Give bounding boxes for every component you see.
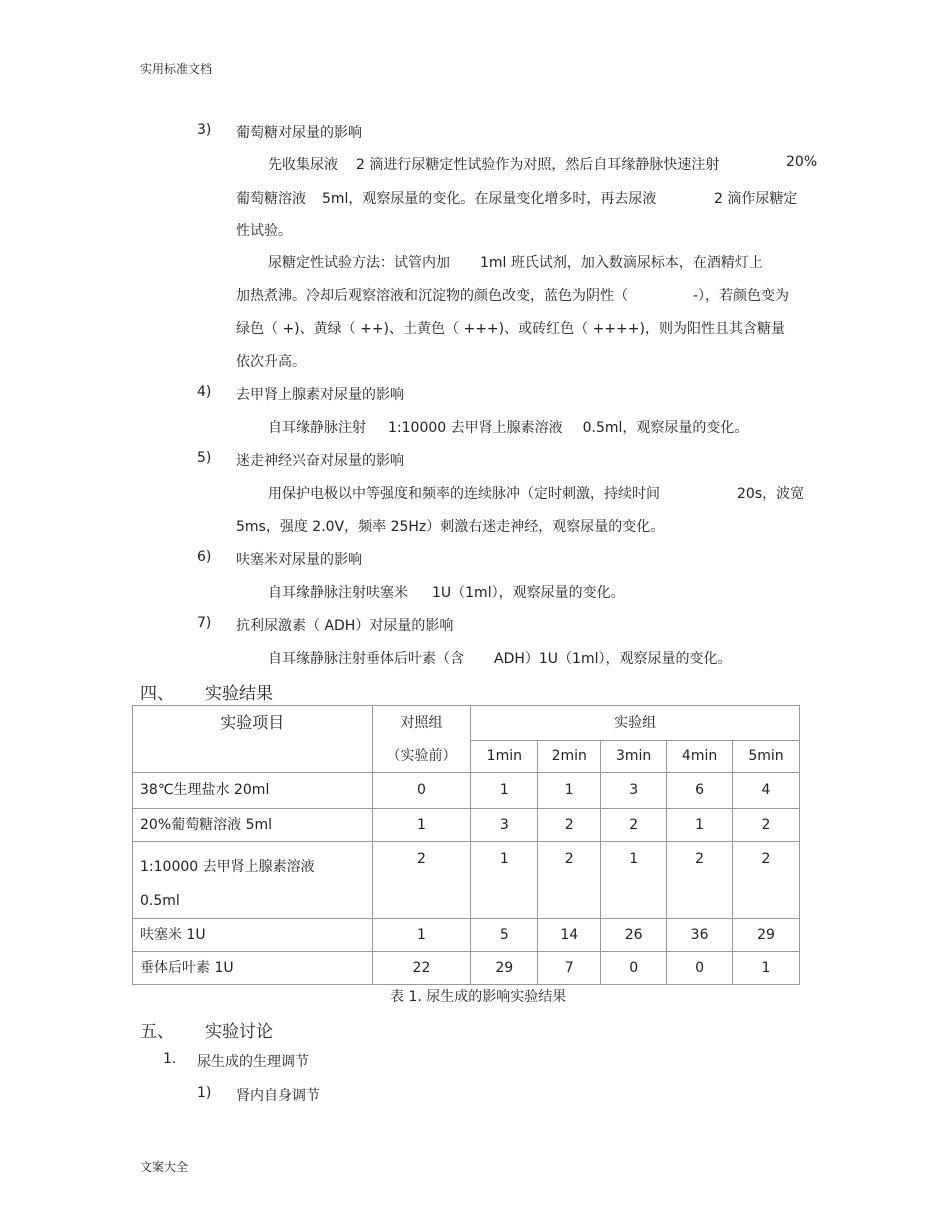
cell: 1 (372, 809, 471, 842)
cell: 1 (733, 952, 800, 985)
cell: 2 (538, 842, 601, 919)
paragraph-line: 自耳缘静脉注射呋塞米 1U（1ml），观察尿量的变化。 (268, 585, 625, 601)
cell: 29 (733, 919, 800, 952)
table-row (133, 773, 800, 809)
paragraph-line: 加热煮沸。冷却后观察溶液和沉淀物的颜色改变，蓝色为阴性（ (236, 288, 628, 304)
paragraph-line: 自耳缘静脉注射 1:10000 去甲肾上腺素溶液 0.5ml，观察尿量的变化。 (268, 420, 749, 436)
header-experiment: 实验组 (471, 706, 800, 741)
item-number: 1) (197, 1085, 212, 1101)
page-header: 实用标准文档 (140, 62, 213, 76)
cell: 0 (601, 952, 667, 985)
row-label: 呋塞米 1U (133, 919, 373, 952)
cell: 1 (471, 773, 538, 809)
item-title: 葡萄糖对尿量的影响 (236, 125, 362, 141)
item-title: 抗利尿激素（ ADH）对尿量的影响 (236, 618, 454, 634)
paragraph-line-end: 20% (786, 154, 818, 170)
cell: 3 (601, 773, 667, 809)
section-number: 五、 (140, 1022, 174, 1042)
table-row (133, 952, 800, 985)
cell: 36 (667, 919, 733, 952)
item-number: 1. (163, 1051, 177, 1067)
item-title: 呋塞米对尿量的影响 (236, 552, 362, 568)
paragraph-line: 葡萄糖溶液 5ml，观察尿量的变化。在尿量变化增多时，再去尿液 (236, 191, 657, 207)
cell: 2 (538, 809, 601, 842)
item-title: 肾内自身调节 (236, 1088, 320, 1104)
cell: 5 (471, 919, 538, 952)
paragraph-line-end: -），若颜色变为 (693, 288, 790, 304)
item-title: 迷走神经兴奋对尿量的影响 (236, 453, 404, 469)
item-number: 5) (197, 450, 212, 466)
cell: 2 (733, 809, 800, 842)
cell: 7 (538, 952, 601, 985)
item-number: 4) (197, 384, 212, 400)
paragraph-line-end: 20s，波宽 (737, 486, 805, 502)
table-row (133, 809, 800, 842)
cell: 6 (667, 773, 733, 809)
header-item: 实验项目 (133, 706, 373, 773)
header-control-sub: （实验前） (372, 741, 471, 773)
header-minute: 4min (667, 741, 733, 773)
item-number: 6) (197, 549, 212, 565)
paragraph-line-end: 2 滴作尿糖定 (714, 191, 798, 207)
header-minute: 2min (538, 741, 601, 773)
cell: 26 (601, 919, 667, 952)
cell: 3 (471, 809, 538, 842)
paragraph-line: 绿色（ +)、黄绿（ ++)、土黄色（ +++)、或砖红色（ ++++)，则为阳性且其含糖量 (236, 321, 785, 337)
item-number: 3) (197, 122, 212, 138)
table-caption: 表 1. 尿生成的影响实验结果 (390, 989, 567, 1005)
section-title: 实验讨论 (205, 1022, 273, 1042)
header-minute: 5min (733, 741, 800, 773)
header-minute: 3min (601, 741, 667, 773)
cell: 14 (538, 919, 601, 952)
paragraph-line: 性试验。 (236, 223, 292, 239)
cell: 0 (667, 952, 733, 985)
header-control: 对照组 (372, 706, 471, 741)
cell: 2 (372, 842, 471, 919)
row-label: 1:10000 去甲肾上腺素溶液 0.5ml (133, 842, 373, 919)
cell: 2 (601, 809, 667, 842)
paragraph-line: 5ms，强度 2.0V，频率 25Hz）刺激右迷走神经，观察尿量的变化。 (236, 519, 665, 535)
section-title: 实验结果 (205, 684, 273, 704)
cell: 4 (733, 773, 800, 809)
cell: 0 (372, 773, 471, 809)
cell: 1 (667, 809, 733, 842)
cell: 22 (372, 952, 471, 985)
paragraph-line: 自耳缘静脉注射垂体后叶素（含 ADH）1U（1ml），观察尿量的变化。 (268, 651, 732, 667)
paragraph-line: 用保护电极以中等强度和频率的连续脉冲（定时刺激，持续时间 (268, 486, 660, 502)
table-row (133, 919, 800, 952)
row-label: 20%葡萄糖溶液 5ml (133, 809, 373, 842)
item-title: 去甲肾上腺素对尿量的影响 (236, 387, 404, 403)
row-label: 38℃生理盐水 20ml (133, 773, 373, 809)
results-table (132, 705, 800, 985)
cell: 1 (471, 842, 538, 919)
cell: 2 (667, 842, 733, 919)
cell: 1 (372, 919, 471, 952)
paragraph-line: 依次升高。 (236, 354, 306, 370)
cell: 1 (601, 842, 667, 919)
page-footer: 文案大全 (140, 1160, 189, 1174)
cell: 2 (733, 842, 800, 919)
section-number: 四、 (140, 684, 174, 704)
paragraph-line: 尿糖定性试验方法：试管内加 1ml 班氏试剂，加入数滴尿标本，在酒精灯上 (268, 255, 763, 271)
item-number: 7) (197, 615, 212, 631)
cell: 1 (538, 773, 601, 809)
table-row (133, 842, 800, 919)
item-title: 尿生成的生理调节 (197, 1054, 309, 1070)
cell: 29 (471, 952, 538, 985)
header-minute: 1min (471, 741, 538, 773)
row-label: 垂体后叶素 1U (133, 952, 373, 985)
paragraph-line: 先收集尿液 2 滴进行尿糖定性试验作为对照，然后自耳缘静脉快速注射 (268, 157, 720, 173)
